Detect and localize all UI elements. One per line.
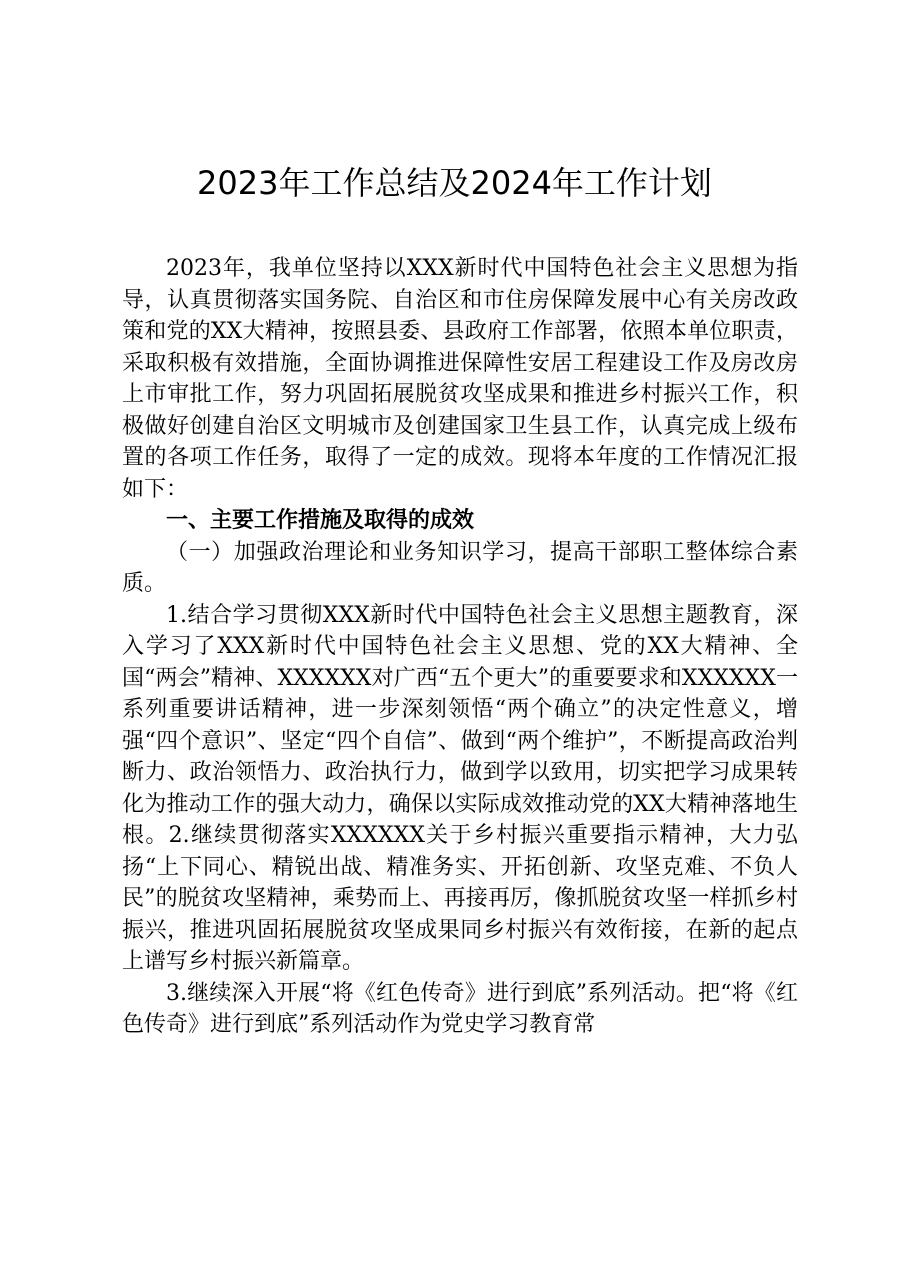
intro-paragraph: 2023年，我单位坚持以XXX新时代中国特色社会主义思想为指导，认真贯彻落实国务院、自治区和市住房保障发展中心有关房改政策和党的XX大精神，按照县委、县政府工作部署，依照本单位职责，采取积极有效措施，全面协调推进保障性安居工程建设工作及房改房上市审批工作，努力巩固拓展脱贫攻坚成果和推进乡村振兴工作，积极做好创建自治区文明城市及创建国家卫生县工作，认真完成上级布置的各项工作任务，取得了一定的成效。现将本年度的工作情况汇报如下： <box>122 256 798 502</box>
document-title: 2023年工作总结及2024年工作计划 <box>197 164 712 202</box>
document-body <box>122 253 798 1041</box>
subsection-heading: （一）加强政治理论和业务知识学习，提高干部职工整体综合素质。 <box>122 539 798 596</box>
section-heading: 一、主要工作措施及取得的成效 <box>166 508 475 533</box>
body-paragraph: 3.继续深入开展“将《红色传奇》进行到底”系列活动。把“将《红色传奇》进行到底”系列活动作为党史学习教育常 <box>122 980 798 1037</box>
body-paragraph: 1.结合学习贯彻XXX新时代中国特色社会主义思想主题教育，深入学习了XXX新时代中国特色社会主义思想、党的XX大精神、全国“两会”精神、XXXXXX对广西“五个更大”的重要要求和XXXXXX一系列重要讲话精神，进一步深刻领悟“两个确立”的决定性意义，增强“四个意识”、坚定“四个自信”、做到“两个维护”，不断提高政治判断力、政治领悟力、政治执行力，做到学以致用，切实把学习成果转化为推动工作的强大动力，确保以实际成效推动党的XX大精神落地生根。2.继续贯彻落实XXXXXX关于乡村振兴重要指示精神，大力弘扬“上下同心、精锐出战、精准务实、开拓创新、攻坚克难、不负人民”的脱贫攻坚精神，乘势而上、再接再厉，像抓脱贫攻坚一样抓乡村振兴，推进巩固拓展脱贫攻坚成果同乡村振兴有效衔接，在新的起点上谱写乡村振兴新篇章。 <box>122 602 798 974</box>
